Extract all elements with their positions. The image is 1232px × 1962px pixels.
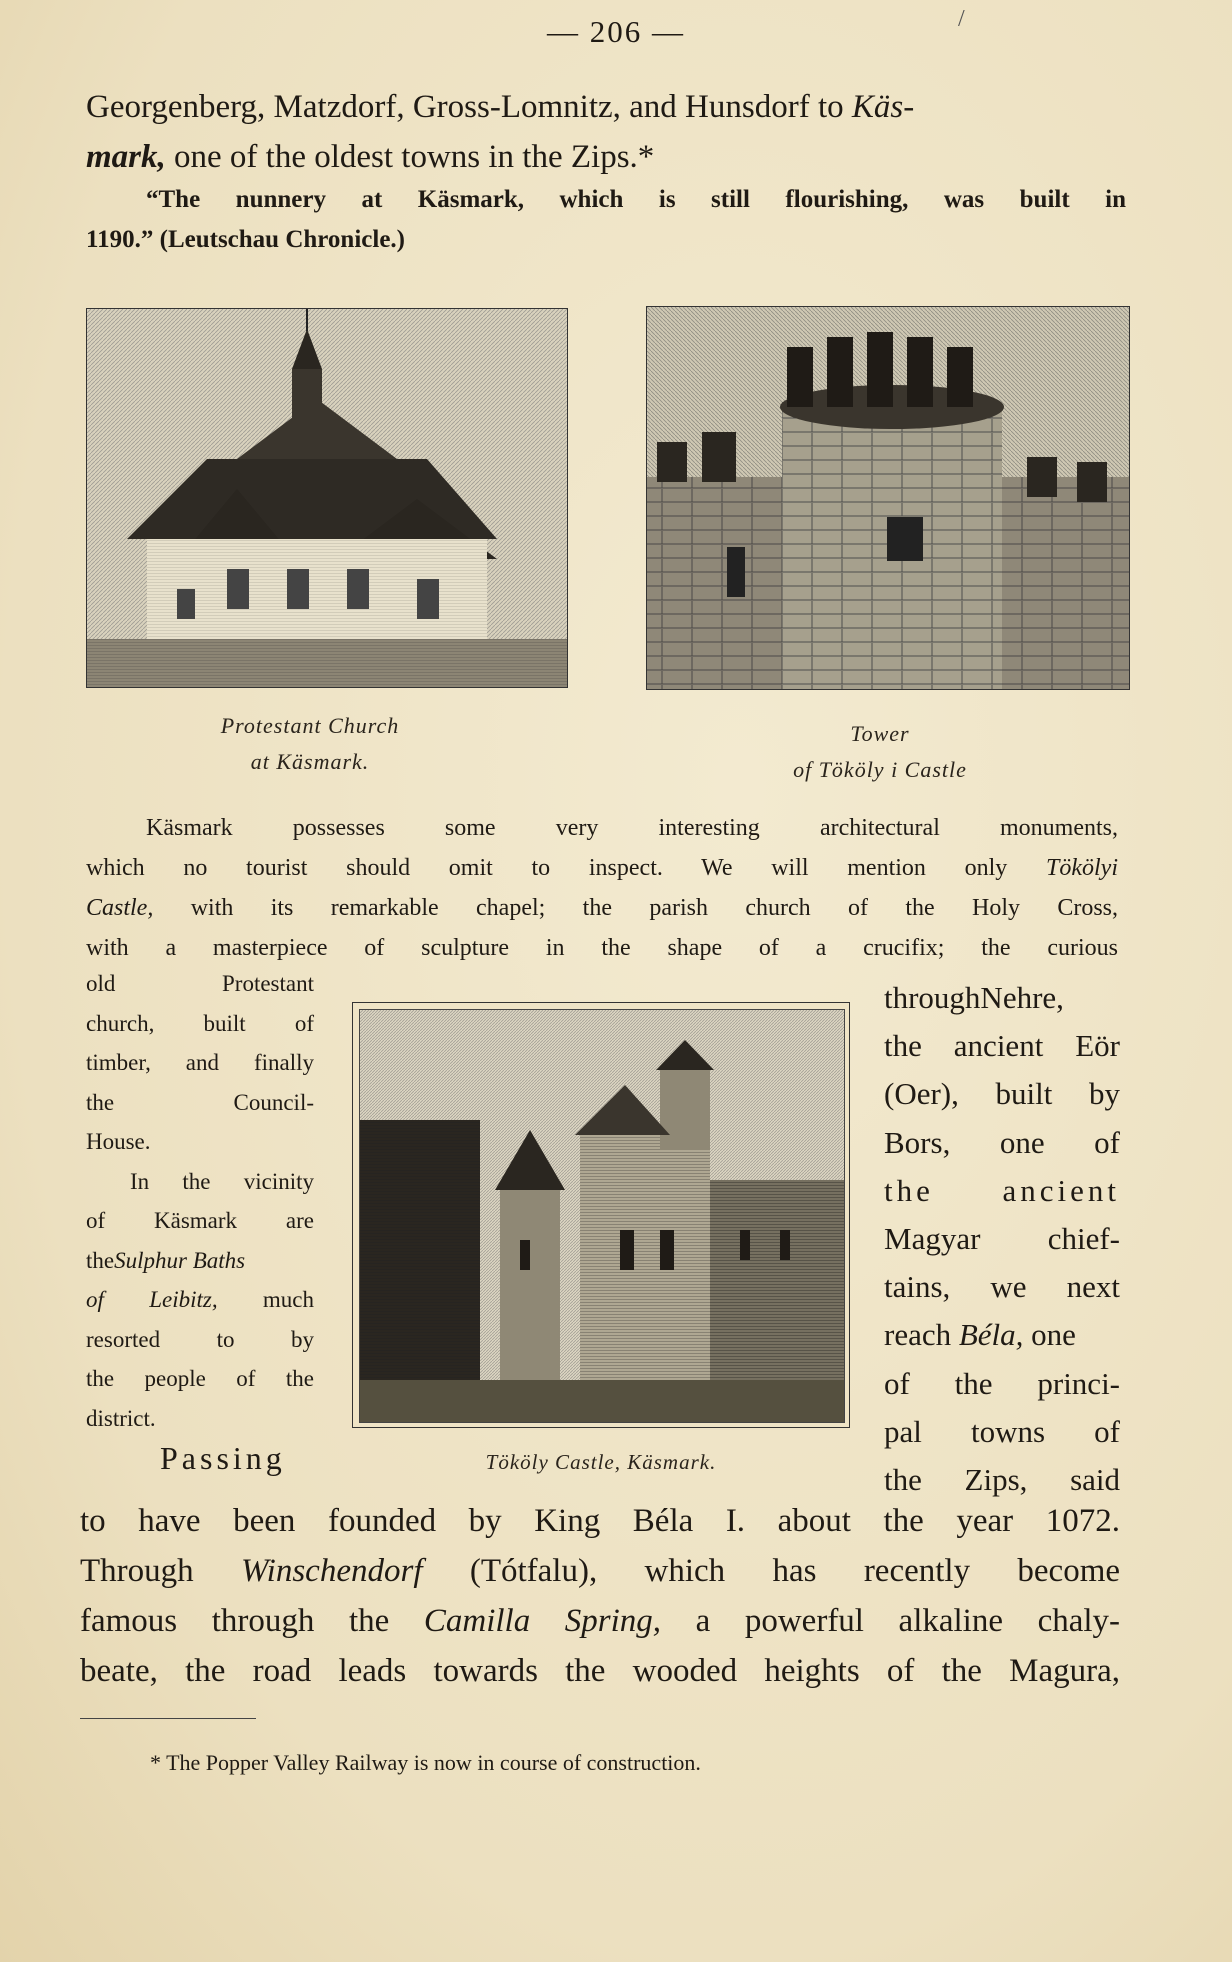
left-line: the people of the xyxy=(86,1366,314,1391)
left-line: House. xyxy=(86,1129,151,1154)
right-line: reach Béla, one xyxy=(884,1317,1076,1353)
left-line: of Leibitz, much xyxy=(86,1287,314,1312)
right-line: throughNehre, xyxy=(884,980,1064,1015)
left-line: old Protestant xyxy=(86,971,314,996)
body-line-2: which no tourist should omit to inspect. We will mention only Tökölyi xyxy=(86,855,1118,881)
protestant-church-engraving xyxy=(86,308,568,688)
right-line: pal towns of xyxy=(884,1413,1120,1449)
left-line: In the vicinity xyxy=(130,1168,314,1194)
right-line: of the princi- xyxy=(884,1365,1120,1401)
right-line: tains, we next xyxy=(884,1269,1120,1305)
quote-line-1: “The nunnery at Käsmark, which is still flourishing, was built in xyxy=(146,186,1126,213)
right-line: the ancient Eör xyxy=(884,1028,1120,1064)
tokoly-castle-engraving xyxy=(352,1002,850,1428)
body-line-3: Castle, with its remarkable chapel; the parish church of the Holy Cross, xyxy=(86,895,1119,921)
left-line: the Council- xyxy=(86,1089,314,1115)
tower-caption-line-1: Tower xyxy=(850,721,910,746)
right-line: Bors, one of xyxy=(884,1124,1120,1160)
right-line: (Oer), built by xyxy=(884,1076,1120,1112)
left-line: of Käsmark are xyxy=(86,1208,314,1233)
right-line: Magyar chief- xyxy=(884,1221,1120,1257)
church-caption-line-1: Protestant Church xyxy=(220,713,400,738)
left-line: district. xyxy=(86,1405,156,1431)
right-line: the ancient xyxy=(884,1172,1120,1208)
intro-line-2: mark, one of the oldest towns in the Zips.* xyxy=(86,139,655,175)
bottom-line-1: to have been founded by King Béla I. about the year 1072. xyxy=(80,1503,1120,1539)
left-line: church, built of xyxy=(86,1010,314,1036)
tower-engraving xyxy=(646,306,1130,690)
left-line: theSulphur Baths xyxy=(86,1247,246,1273)
bottom-line-3: famous through the Camilla Spring, a powerful alkaline chaly- xyxy=(80,1603,1121,1639)
tower-caption-line-2: of Tököly i Castle xyxy=(793,757,967,782)
bottom-line-4: beate, the road leads towards the wooded heights of the Magura, xyxy=(80,1653,1120,1689)
right-column xyxy=(884,974,1120,1504)
body-line-4: with a masterpiece of sculpture in the shape of a crucifix; the curious xyxy=(86,935,1118,961)
church-caption-line-2: at Käsmark. xyxy=(250,749,370,774)
left-column xyxy=(86,964,314,1438)
footnote-rule xyxy=(80,1718,256,1719)
bottom-line-2: Through Winschendorf (Tótfalu), which has recently become xyxy=(80,1553,1121,1589)
body-line-1: Käsmark possesses some very interesting architectural monuments, xyxy=(146,815,1118,841)
margin-mark: / xyxy=(958,6,965,32)
footnote: * The Popper Valley Railway is now in course of construction. xyxy=(150,1750,701,1775)
right-line: the Zips, said xyxy=(884,1462,1120,1498)
quote-line-2: 1190.” (Leutschau Chronicle.) xyxy=(86,226,405,253)
page-number: — 206 — xyxy=(547,14,685,49)
passing-word: Passing xyxy=(160,1440,286,1476)
left-line: resorted to by xyxy=(86,1326,314,1352)
intro-line-1: Georgenberg, Matzdorf, Gross-Lomnitz, and Hunsdorf to Käs- xyxy=(86,89,915,125)
left-line: timber, and finally xyxy=(86,1050,314,1075)
castle-caption: Tököly Castle, Käsmark. xyxy=(485,1450,717,1474)
